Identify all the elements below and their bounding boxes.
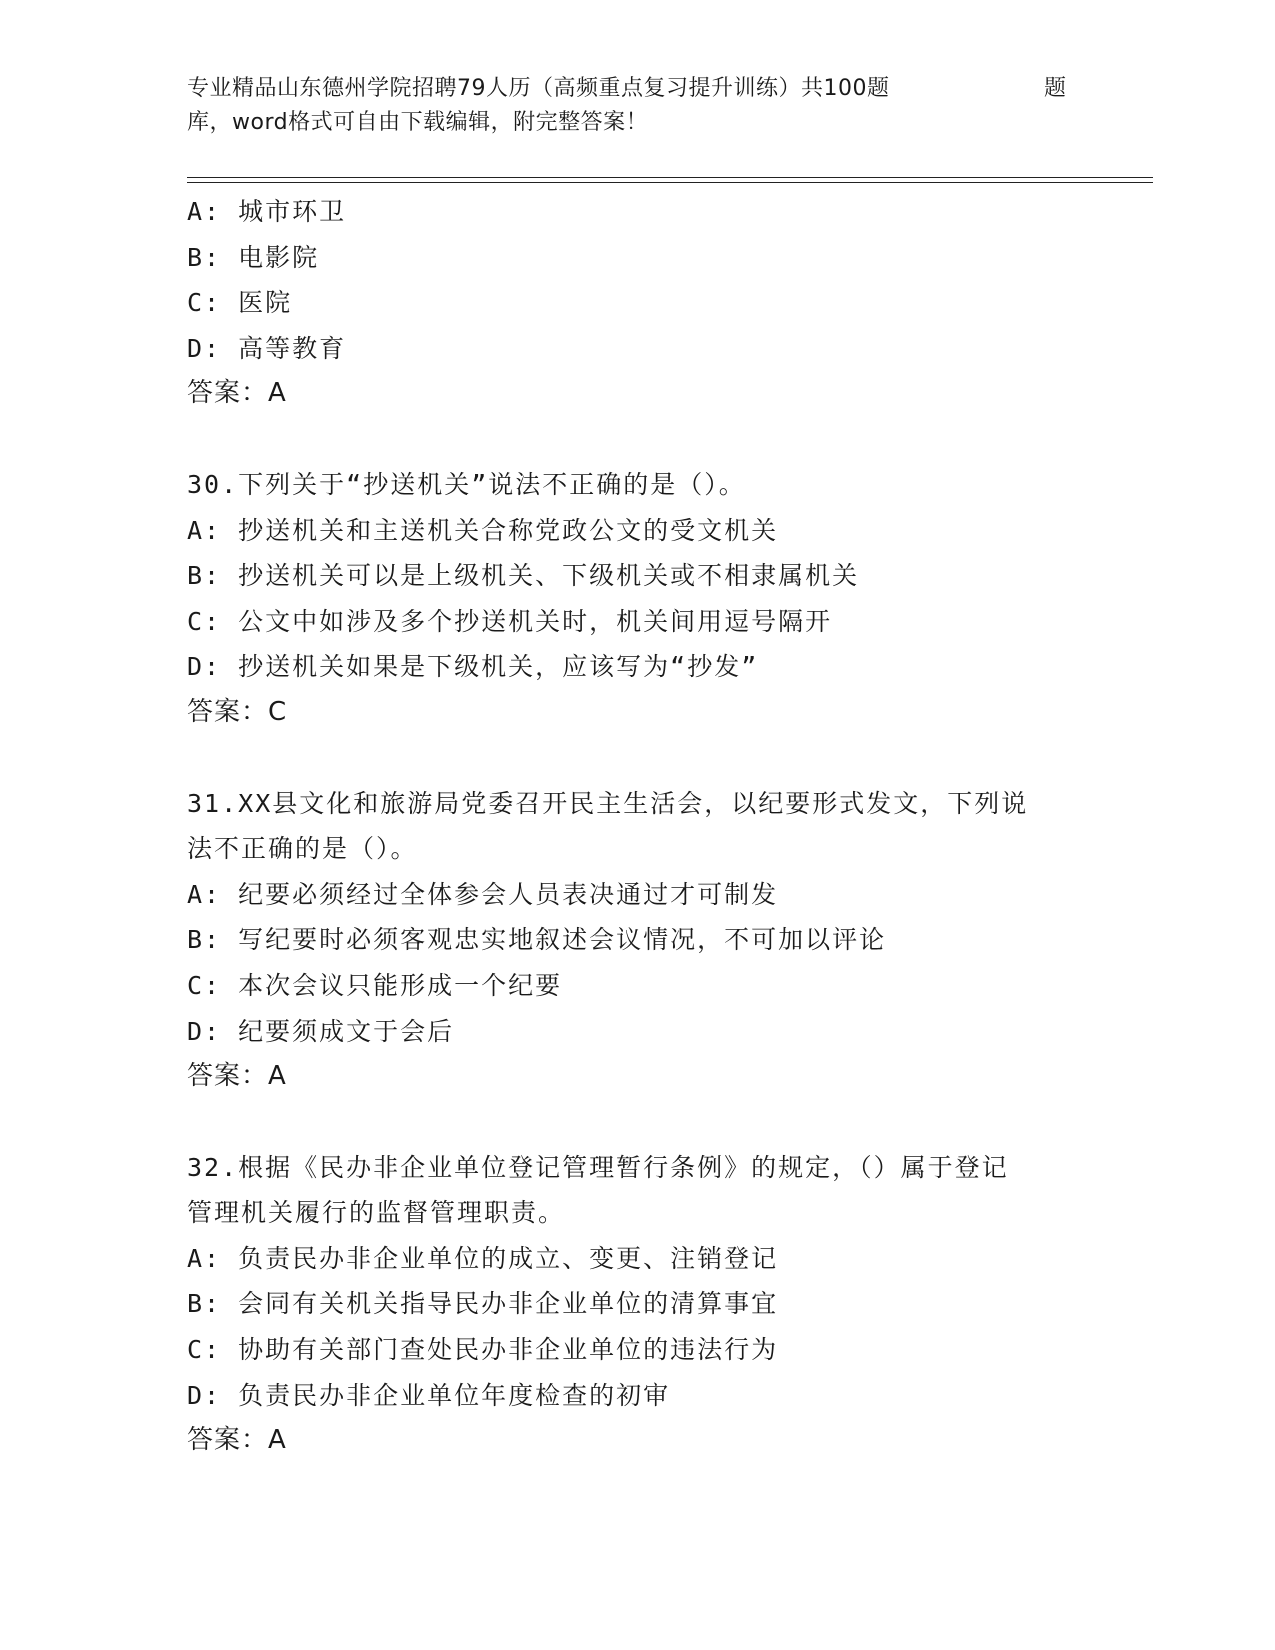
- answer-text: 答案：C: [187, 696, 288, 727]
- option-a: A: 负责民办非企业单位的成立、变更、注销登记: [187, 1243, 779, 1273]
- document-body: [187, 189, 1107, 1464]
- option-a: A: 抄送机关和主送机关合称党政公文的受文机关: [187, 515, 779, 545]
- option-a: A: 城市环卫: [187, 197, 347, 226]
- header-line-2: 库，word格式可自由下载编辑，附完整答案！: [187, 110, 649, 135]
- option-a: A: 纪要必须经过全体参会人员表决通过才可制发: [187, 879, 779, 909]
- header-divider-bottom: [187, 182, 1153, 183]
- question-text-continued: 管理机关履行的监督管理职责。: [187, 1198, 566, 1228]
- option-b: B: 写纪要时必须客观忠实地叙述会议情况，不可加以评论: [187, 925, 887, 955]
- header-line-1: [187, 72, 1087, 106]
- answer-text: 答案：A: [187, 1061, 287, 1092]
- question-block-29: [187, 189, 1107, 417]
- answer-text: 答案：A: [187, 378, 287, 409]
- option-d: D: 高等教育: [187, 333, 347, 363]
- question-block-30: [187, 462, 1107, 736]
- option-c: C: 协助有关部门查处民办非企业单位的违法行为: [187, 1335, 779, 1365]
- option-c: C: 医院: [187, 288, 293, 318]
- option-b: B: 会同有关机关指导民办非企业单位的清算事宜: [187, 1289, 779, 1319]
- option-b: B: 抄送机关可以是上级机关、下级机关或不相隶属机关: [187, 561, 860, 591]
- option-c: C: 公文中如涉及多个抄送机关时，机关间用逗号隔开: [187, 606, 833, 636]
- question-text-continued: 法不正确的是（）。: [187, 834, 418, 864]
- header-title: 专业精品山东德州学院招聘79人历（高频重点复习提升训练）共100题: [187, 76, 890, 101]
- header-title-tail: 题: [1044, 76, 1067, 101]
- option-d: D: 负责民办非企业单位年度检查的初审: [187, 1380, 671, 1410]
- question-block-32: [187, 1145, 1107, 1464]
- option-d: D: 抄送机关如果是下级机关，应该写为“抄发”: [187, 652, 759, 682]
- question-text: 30.下列关于“抄送机关”说法不正确的是（）。: [187, 469, 746, 499]
- document-header: [187, 72, 1087, 140]
- option-b: B: 电影院: [187, 242, 320, 272]
- header-divider-top: [187, 177, 1153, 178]
- question-text: 32.根据《民办非企业单位登记管理暂行条例》的规定，（）属于登记: [187, 1152, 1009, 1182]
- answer-text: 答案：A: [187, 1425, 287, 1456]
- option-c: C: 本次会议只能形成一个纪要: [187, 970, 563, 1000]
- question-block-31: [187, 781, 1107, 1100]
- question-text: 31.XX县文化和旅游局党委召开民主生活会，以纪要形式发文，下列说: [187, 788, 1029, 818]
- option-d: D: 纪要须成文于会后: [187, 1016, 455, 1046]
